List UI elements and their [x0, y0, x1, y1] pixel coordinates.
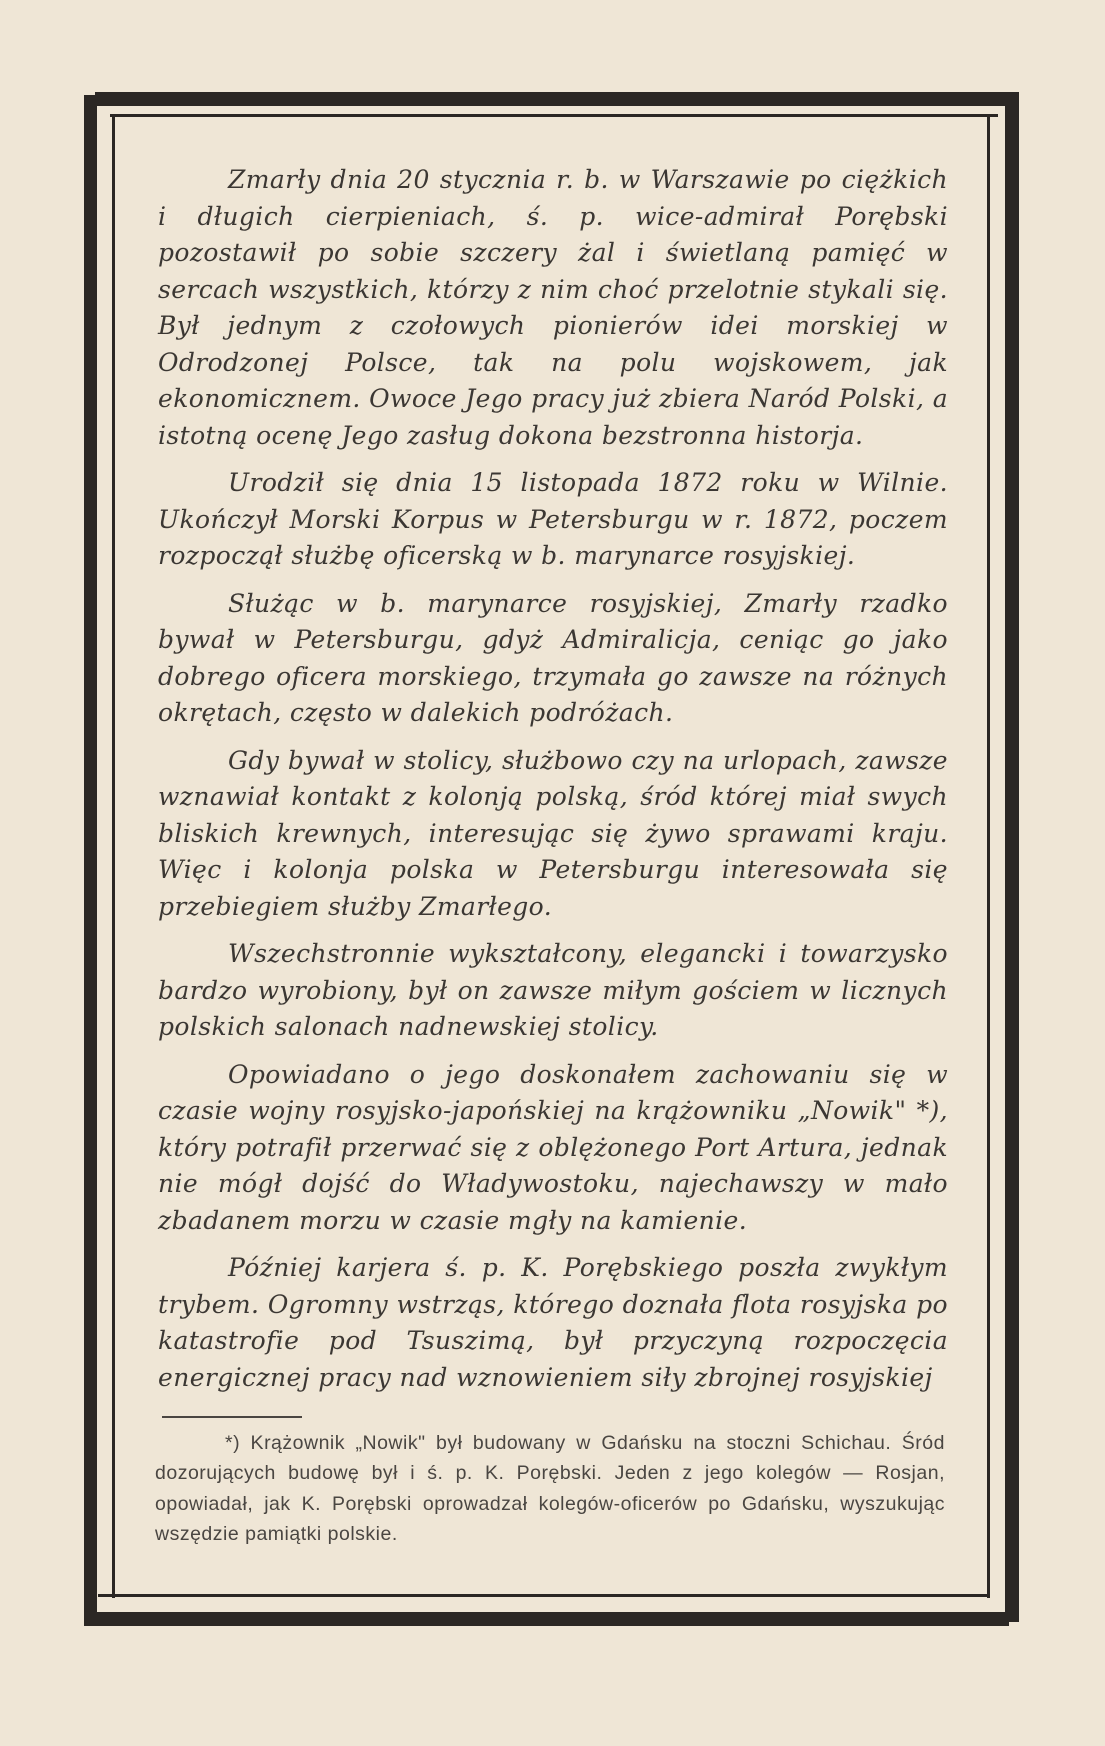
- border-left-thick: [84, 95, 97, 1625]
- paragraph-6: Opowiadano o jego doskonałem zachowaniu się w czasie wojny rosyjsko-japońskiej na krążowniku „Nowik" *), który potrafił przerwać się z oblężonego Port Artura, jednak nie mógł dojść do Władywostoku, najechawszy w mało zbadanem morzu w czasie mgły na kamienie.: [158, 1059, 948, 1235]
- border-right-thick: [1005, 92, 1019, 1622]
- border-bottom-thin: [98, 1594, 990, 1597]
- border-top-thin: [110, 114, 998, 117]
- border-bottom-thick: [84, 1612, 1009, 1626]
- paragraph-7: Później karjera ś. p. K. Porębskiego poszła zwykłym trybem. Ogromny wstrząs, którego doznała flota rosyjska po katastrofie pod Tsuszimą, był przyczyną rozpoczęcia energicznej pracy nad wznowieniem siły zbrojnej rosyjskiej: [158, 1253, 948, 1392]
- border-left-thin: [112, 114, 115, 1598]
- border-right-thin: [987, 114, 990, 1598]
- paragraph-4: Gdy bywał w stolicy, służbowo czy na urlopach, zawsze wznawiał kontakt z kolonją polską, śród której miał swych bliskich krewnych, interesując się żywo sprawami kraju. Więc i kolonja polska w Petersburgu interesowała się przebiegiem służby Zmarłego.: [158, 745, 948, 921]
- border-top-thick: [95, 92, 1019, 106]
- paragraph-2: Urodził się dnia 15 listopada 1872 roku w Wilnie. Ukończył Morski Korpus w Petersburgu w r. 1872, poczem rozpoczął służbę oficerską w b. marynarce rosyjskiej.: [158, 468, 948, 570]
- paragraph-3: Służąc w b. marynarce rosyjskiej, Zmarły rzadko bywał w Petersburgu, gdyż Admiralicja, ceniąc go jako dobrego oficera morskiego, trzymała go zawsze na różnych okrętach, często w dalekich podróżach.: [158, 588, 948, 727]
- paragraph-5: Wszechstronnie wykształcony, elegancki i towarzysko bardzo wyrobiony, był on zawsze miłym gościem w licznych polskich salonach nadnewskiej stolicy.: [158, 939, 948, 1041]
- obituary-text: [158, 162, 948, 1396]
- footnote-separator: [162, 1416, 302, 1418]
- paragraph-1: Zmarły dnia 20 stycznia r. b. w Warszawie po ciężkich i długich cierpieniach, ś. p. wice-admirał Porębski pozostawił po sobie szczery żal i świetlaną pamięć w sercach wszystkich, którzy z nim choć przelotnie stykali się. Był jednym z czołowych pionierów idei morskiej w Odrodzonej Polsce, tak na polu wojskowem, jak ekonomicznem. Owoce Jego pracy już zbiera Naród Polski, a istotną ocenę Jego zasług dokona bezstronna historja.: [158, 165, 948, 450]
- footnote: *) Krążownik „Nowik" był budowany w Gdańsku na stoczni Schichau. Śród dozorujących budowę był i ś. p. K. Porębski. Jeden z jego kolegów — Rosjan, opowiadał, jak K. Porębski oprowadzał kolegów-oficerów po Gdańsku, wyszukując wszędzie pamiątki polskie.: [155, 1432, 945, 1545]
